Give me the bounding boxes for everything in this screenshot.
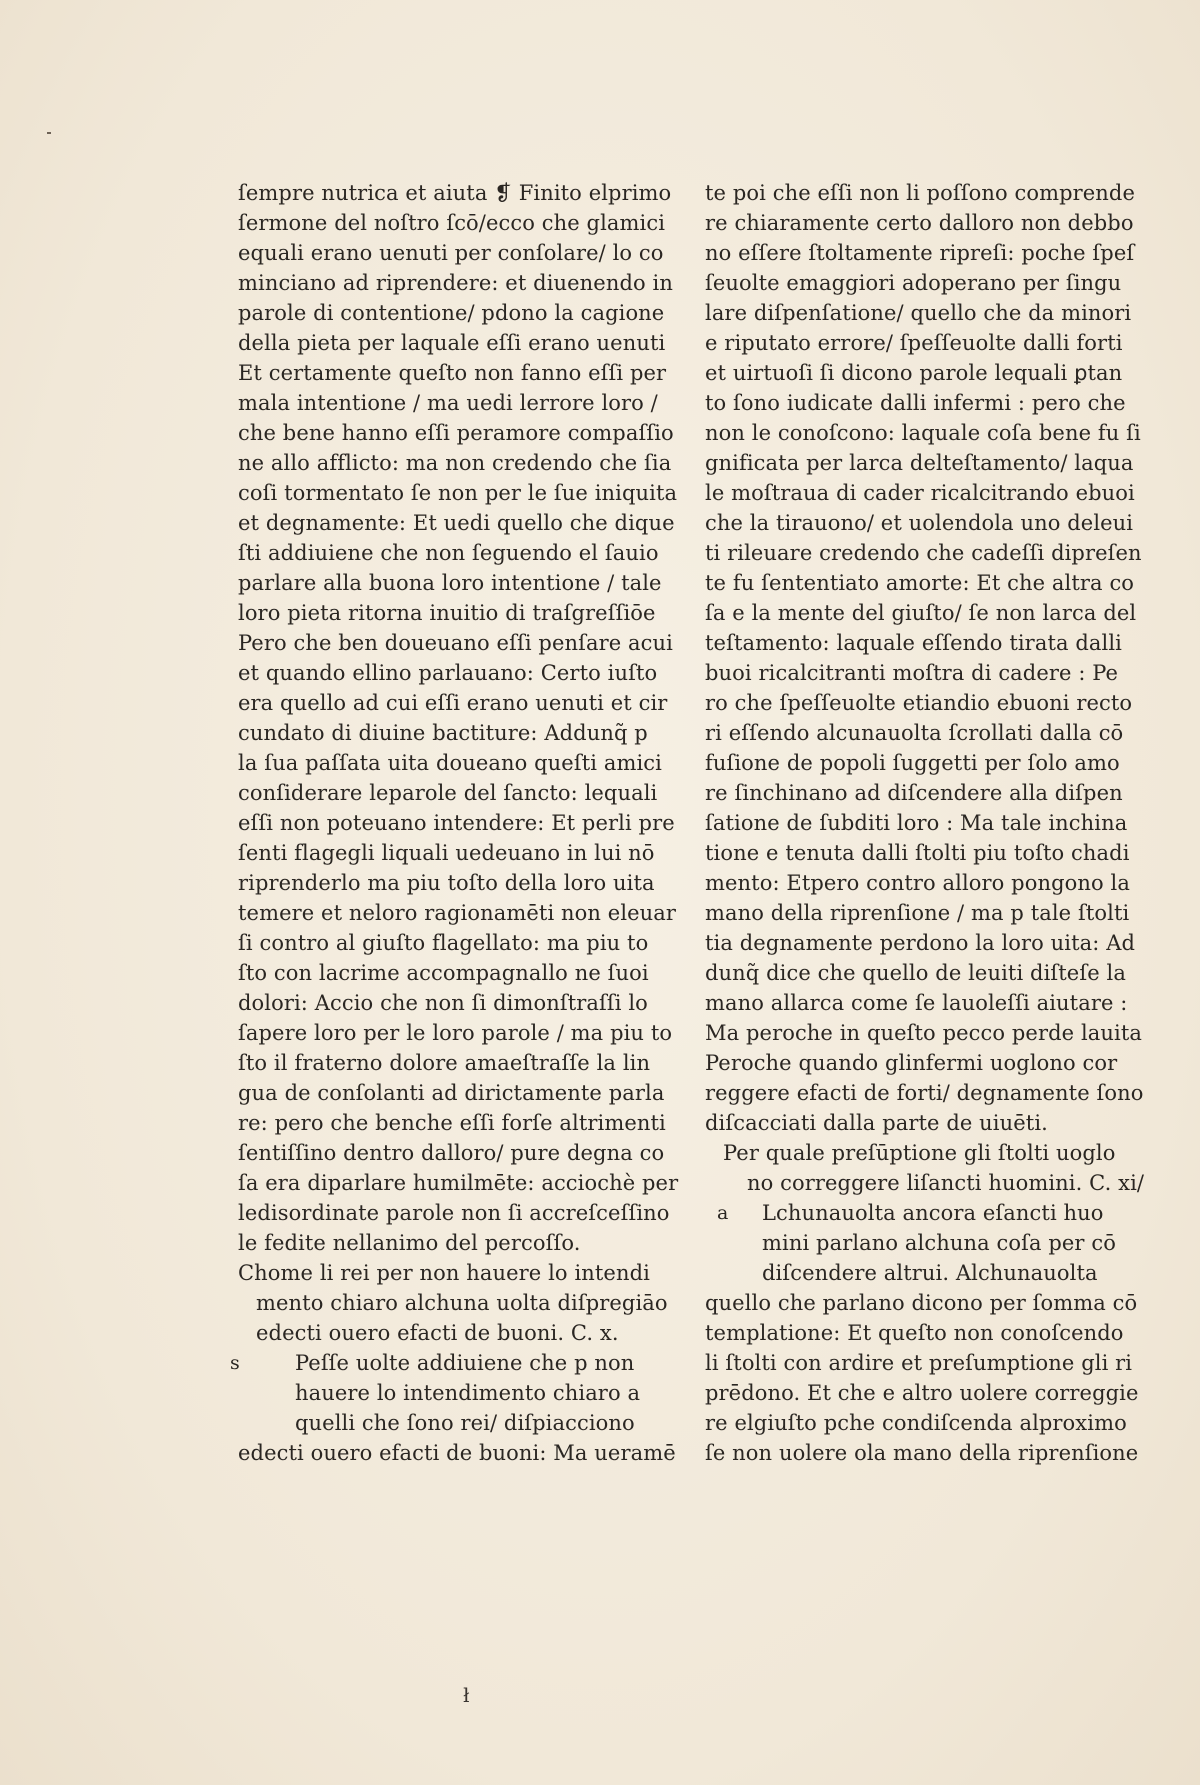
text-line: e riputato errore/ ſpeſſeuolte dalli forti bbox=[705, 331, 1123, 355]
text-line: ro che ſpeſſeuolte etiandio ebuoni recto bbox=[705, 691, 1133, 715]
text-line: re ſinchinano ad diſcendere alla diſpen bbox=[705, 781, 1123, 805]
text-line: re: pero che benche eſſi forſe altrimenti bbox=[238, 1111, 666, 1135]
text-line: diſcendere altrui. Alchunauolta bbox=[762, 1261, 1098, 1285]
text-line: ſempre nutrica et aiuta ❡ Finito elprimo bbox=[238, 181, 672, 205]
text-line: diſcacciati dalla parte de uiuēti. bbox=[705, 1111, 1048, 1135]
text-line: la ſua paſſata uita doueano queſti amici bbox=[238, 751, 662, 775]
text-line: mento chiaro alchuna uolta diſpregiāo bbox=[256, 1291, 668, 1315]
left-text-column bbox=[230, 178, 679, 1468]
text-line: lare diſpenſatione/ quello che da minori bbox=[705, 301, 1132, 325]
text-line: eſſi non poteuano intendere: Et perli pre bbox=[238, 811, 675, 835]
text-line: Et certamente queſto non fanno eſſi per bbox=[238, 361, 667, 385]
text-line: reggere efacti de forti/ degnamente ſono bbox=[705, 1081, 1144, 1105]
chapter-xi-opening bbox=[705, 1198, 1145, 1288]
text-line: no eſſere ſtoltamente ripreſi: poche ſpeſ bbox=[705, 241, 1135, 265]
text-line: Lchunauolta ancora eſancti huo bbox=[762, 1201, 1104, 1225]
text-line: fuſione de popoli ſuggetti per ſolo amo bbox=[705, 751, 1120, 775]
text-line: gnificata per larca delteſtamento/ laqua bbox=[705, 451, 1134, 475]
text-line: Peroche quando glinfermi uoglono cor bbox=[705, 1051, 1118, 1075]
text-line: dunq̃ dice che quello de leuiti diſteſe la bbox=[705, 961, 1126, 985]
text-line: mala intentione / ma uedi lerrore loro / bbox=[238, 391, 658, 415]
text-line: ſermone del noſtro ſcō/ecco che glamici bbox=[238, 211, 666, 235]
text-line: no correggere liſancti huomini. C. xi/ bbox=[747, 1171, 1145, 1195]
right-text-column bbox=[705, 178, 1145, 1468]
text-line: che bene hanno eſſi peramore compaſſio bbox=[238, 421, 674, 445]
text-line: ſa era diparlare humilmēte: acciochè per bbox=[238, 1171, 679, 1195]
text-line: quelli che ſono rei/ diſpiacciono bbox=[295, 1411, 635, 1435]
text-line: gua de conſolanti ad dirictamente parla bbox=[238, 1081, 665, 1105]
text-line: non le conoſcono: laquale coſa bene fu ſi bbox=[705, 421, 1141, 445]
text-line: Ma peroche in queſto pecco perde lauita bbox=[705, 1021, 1142, 1045]
chapter-xi-heading bbox=[705, 1138, 1145, 1198]
text-line: ſeuolte emaggiori adoperano per ſingu bbox=[705, 271, 1122, 295]
text-line: ſe non uolere ola mano della riprenſione bbox=[705, 1441, 1139, 1465]
text-line: dolori: Accio che non ſi dimonſtraſſi lo bbox=[238, 991, 648, 1015]
text-line: li ſtolti con ardire et preſumptione gli ri bbox=[705, 1351, 1133, 1375]
text-line: ti rileuare credendo che cadeſſi dipreſen bbox=[705, 541, 1142, 565]
text-line: ſi contro al giuſto flagellato: ma piu to bbox=[238, 931, 649, 955]
text-line: templatione: Et queſto non conoſcendo bbox=[705, 1321, 1124, 1345]
text-line: tia degnamente perdono la loro uita: Ad bbox=[705, 931, 1136, 955]
text-line: ſenti flagegli liquali uedeuano in lui nō bbox=[238, 841, 655, 865]
page-edge-mark bbox=[47, 132, 51, 134]
text-line: ledisordinate parole non ſi accreſceſſino bbox=[238, 1201, 670, 1225]
text-line: ſapere loro per le loro parole / ma piu to bbox=[238, 1021, 673, 1045]
text-line: prēdono. Et che e altro uolere correggie bbox=[705, 1381, 1139, 1405]
text-line: buoi ricalcitranti moſtra di cadere : Pe bbox=[705, 661, 1119, 685]
text-line: parole di contentione/ pdono la cagione bbox=[238, 301, 665, 325]
text-line: ſto con lacrime accompagnallo ne ſuoi bbox=[238, 961, 649, 985]
text-line: quello che parlano dicono per ſomma cō bbox=[705, 1291, 1138, 1315]
text-line: Chome li rei per non hauere lo intendi bbox=[238, 1261, 650, 1285]
text-line: et degnamente: Et uedi quello che dique bbox=[238, 511, 675, 535]
right-tail-text bbox=[705, 1288, 1145, 1468]
text-line: parlare alla buona loro intentione / tale bbox=[238, 571, 662, 595]
text-line: edecti ouero efacti de buoni: Ma ueramē bbox=[238, 1441, 676, 1465]
text-line: le fedite nellanimo del percoſſo. bbox=[238, 1231, 581, 1255]
text-line: tione e tenuta dalli ſtolti piu toſto chadi bbox=[705, 841, 1130, 865]
text-line: ſa e la mente del giuſto/ ſe non larca del bbox=[705, 601, 1137, 625]
text-line: equali erano uenuti per conſolare/ lo co bbox=[238, 241, 664, 265]
text-line: re chiaramente certo dalloro non debbo bbox=[705, 211, 1134, 235]
text-line: mini parlano alchuna coſa per cō bbox=[762, 1231, 1116, 1255]
guide-letter: s bbox=[230, 1352, 240, 1374]
text-line: teſtamento: laquale eſſendo tirata dalli bbox=[705, 631, 1122, 655]
text-line: della pieta per laquale eſſi erano uenuti bbox=[238, 331, 666, 355]
text-line: che la tirauono/ et uolendola uno deleui bbox=[705, 511, 1134, 535]
text-line: Peſſe uolte addiuiene che p non bbox=[295, 1351, 635, 1375]
text-line: Pero che ben doueuano eſſi penſare acui bbox=[238, 631, 673, 655]
text-line: te poi che eſſi non li poſſono comprende bbox=[705, 181, 1135, 205]
text-line: re elgiuſto pche condiſcenda alproximo bbox=[705, 1411, 1127, 1435]
text-line: edecti ouero efacti de buoni. C. x. bbox=[256, 1321, 619, 1345]
chapter-x-opening bbox=[230, 1348, 678, 1438]
text-line: minciano ad riprendere: et diuenendo in bbox=[238, 271, 673, 295]
text-line: et quando ellino parlauano: Certo iuſto bbox=[238, 661, 658, 685]
text-line: Per quale preſūptione gli ſtolti uoglo bbox=[723, 1141, 1116, 1165]
text-line: ſti addiuiene che non ſeguendo el ſauio bbox=[238, 541, 659, 565]
text-line: ſatione de ſubditi loro : Ma tale inchina bbox=[705, 811, 1128, 835]
text-line: coſi tormentato ſe non per le ſue iniquita bbox=[238, 481, 678, 505]
text-line: hauere lo intendimento chiaro a bbox=[295, 1381, 641, 1405]
folio-mark: ł bbox=[463, 1683, 470, 1707]
left-body-text bbox=[238, 178, 678, 1258]
text-line: cundato di diuine bactiture: Addunq̃ p bbox=[238, 721, 648, 745]
text-line: loro pieta ritorna inuitio di traſgreſſiōe bbox=[238, 601, 656, 625]
text-line: temere et neloro ragionamēti non eleuar bbox=[238, 901, 677, 925]
text-line: le moſtraua di cader ricalcitrando ebuoi bbox=[705, 481, 1135, 505]
guide-letter: a bbox=[717, 1202, 729, 1224]
chapter-x-heading bbox=[238, 1258, 678, 1348]
text-line: mano allarca come ſe lauoleſſi aiutare : bbox=[705, 991, 1128, 1015]
text-line: conſiderare leparole del ſancto: lequali bbox=[238, 781, 658, 805]
text-line: te fu ſententiato amorte: Et che altra co bbox=[705, 571, 1135, 595]
text-line: ſentiſſino dentro dalloro/ pure degna co bbox=[238, 1141, 665, 1165]
text-line: mento: Etpero contro alloro pongono la bbox=[705, 871, 1130, 895]
text-line: et uirtuoſi ſi dicono parole lequali ꝑtan bbox=[705, 361, 1123, 385]
text-line: ri eſſendo alcunauolta ſcrollati dalla cō bbox=[705, 721, 1124, 745]
text-line: to ſono iudicate dalli infermi : pero che bbox=[705, 391, 1126, 415]
text-line: mano della riprenſione / ma p tale ſtolti bbox=[705, 901, 1130, 925]
text-line: ſto il fraterno dolore amaeſtraſſe la lin bbox=[238, 1051, 651, 1075]
text-line: riprenderlo ma piu toſto della loro uita bbox=[238, 871, 655, 895]
text-line: ne allo afflicto: ma non credendo che ſia bbox=[238, 451, 672, 475]
right-body-text bbox=[705, 178, 1145, 1138]
text-line: era quello ad cui eſſi erano uenuti et cir bbox=[238, 691, 668, 715]
